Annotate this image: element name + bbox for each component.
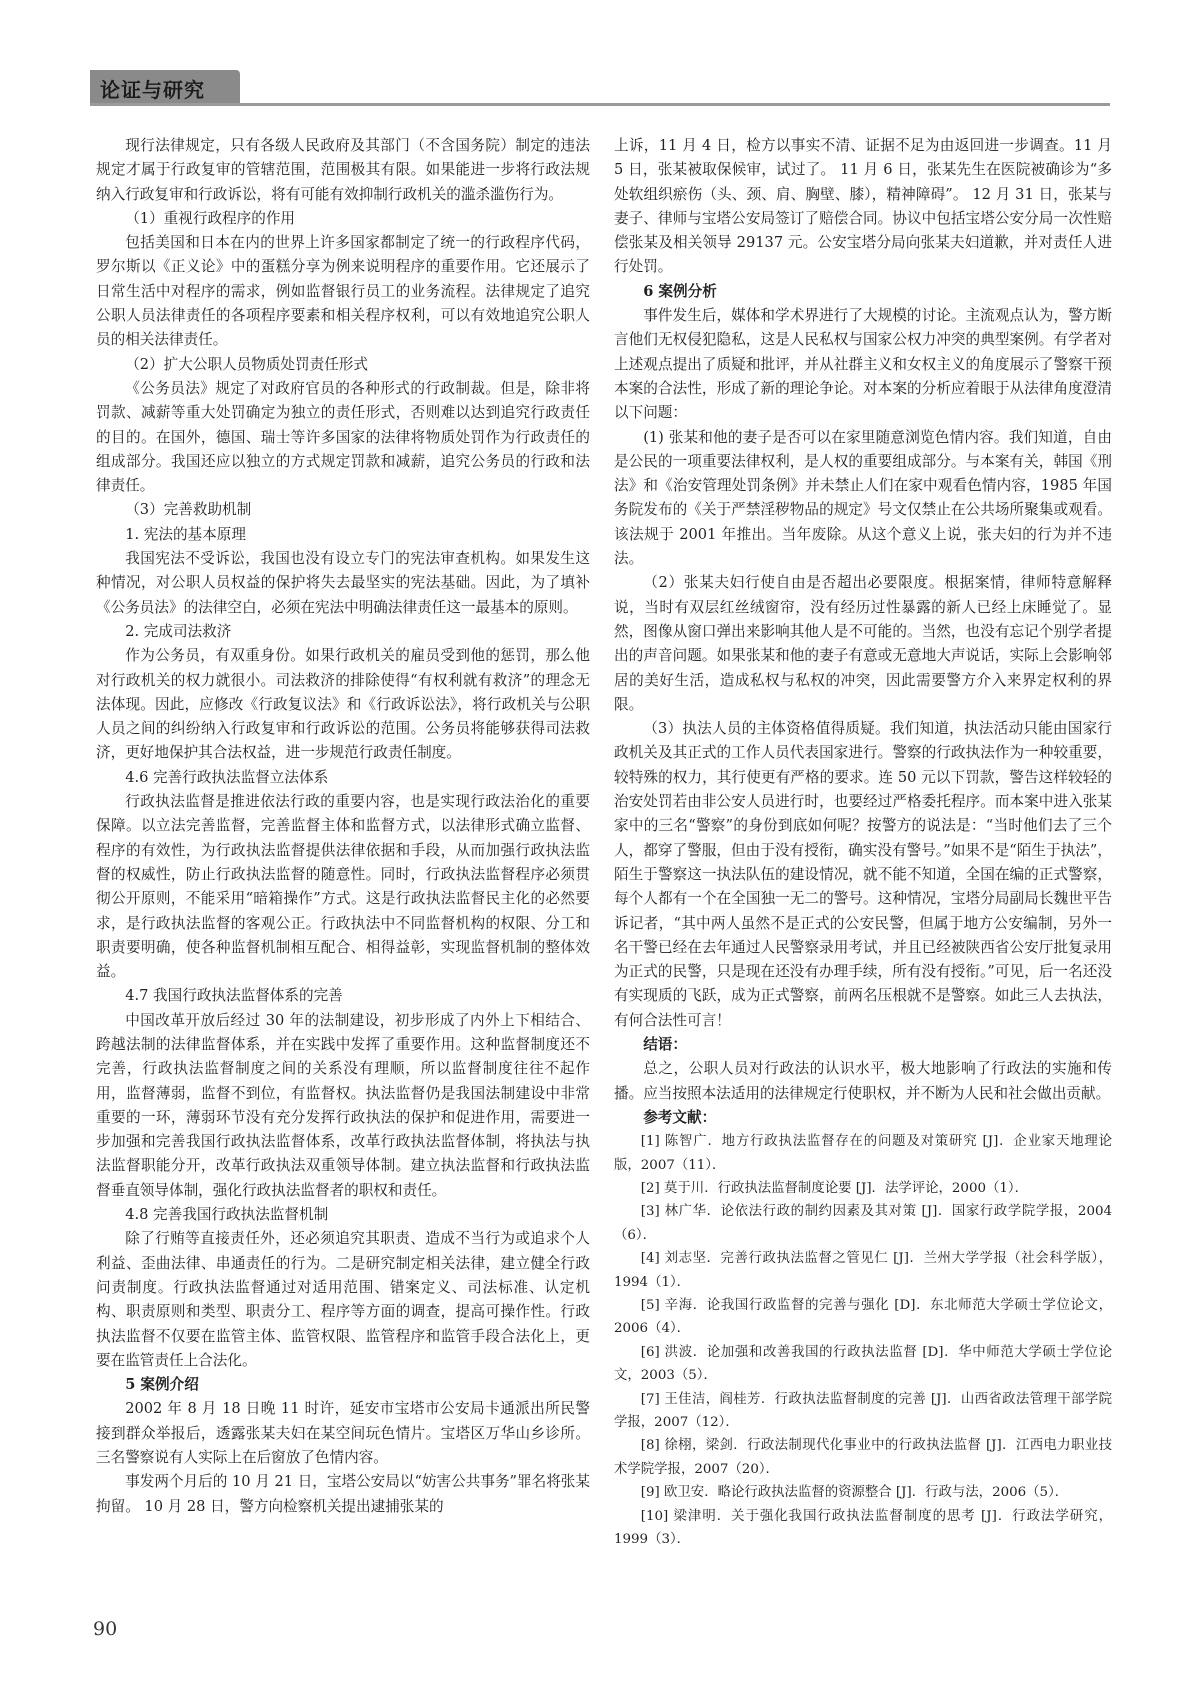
section-title: 论证与研究 xyxy=(100,78,205,102)
paragraph: 作为公务员，有双重身份。如果行政机关的雇员受到他的惩罚，那么他对行政机关的权力就很小。司法救济的排除使得“有权利就有救济”的理念无法体现。因此，应修改《行政复议法》和《行政诉讼法》，将行政机关与公职人员之间的纠纷纳入行政复审和行政诉讼的范围。公务员将能够获得司法救济，更好地保护其合法权益，进一步规范行政责任制度。 xyxy=(96,647,590,762)
page-number: 90 xyxy=(93,1618,118,1640)
subheading: （1）重视行政程序的作用 xyxy=(125,209,296,227)
paragraph: 2002 年 8 月 18 日晚 11 时许，延安市宝塔市公安局卡通派出所民警接到群众举报后，透露张某夫妇在某空间玩色情片。宝塔区万华山乡诊所。三名警察说有人实际上在后窗放了色情内容。 xyxy=(96,1400,590,1467)
references-heading: 参考文献： xyxy=(643,1108,717,1126)
paragraph: （3）执法人员的主体资格值得质疑。我们知道，执法活动只能由国家行政机关及其正式的工作人员代表国家进行。警察的行政执法作为一种较重要，较特殊的权力，其行使更有严格的要求。连 50 元以下罚款，警告这样较轻的治安处罚若由非公安人员进行时，也要经过严格委托程序。而本案中进入张某家中的三名“警察”的身份到底如何呢？按警方的说法是：“当时他们去了三个人，都穿了警服，但由于没有授衔，确实没有警号。”如果不是“陌生于执法”，陌生于警察这一执法队伍的建设情况，就不能不知道，全国在编的正式警察，每个人都有一个在全国独一无二的警号。这种情况，宝塔分局副局长魏世平告诉记者，“其中两人虽然不是正式的公安民警，但属于地方公安编制，另外一名干警已经在去年通过人民警察录用考试，并且已经被陕西省公安厅批复录用为正式的民警，只是现在还没有办理手续，所有没有授衔。”可见，后一名还没有实现质的飞跃，成为正式警察，前两名压根就不是警察。如此三人去执法，有何合法性可言！ xyxy=(614,720,1112,1029)
subheading: 1. 宪法的基本原理 xyxy=(125,525,246,543)
paragraph: 事发两个月后的 10 月 21 日，宝塔公安局以“妨害公共事务”罪名将张某拘留。 10 月 28 日，警方向检察机关提出逮捕张某的 xyxy=(96,1473,590,1515)
paragraph: 《公务员法》规定了对政府官员的各种形式的行政制裁。但是，除非将罚款、减薪等重大处罚确定为独立的责任形式，否则难以达到追究行政责任的目的。在国外，德国、瑞士等许多国家的法律将物质处罚作为行政责任的组成部分。我国还应以独立的方式规定罚款和减薪，追究公务员的行政和法律责任。 xyxy=(96,379,590,495)
paragraph: 总之，公职人员对行政法的认识水平，极大地影响了行政法的实施和传播。应当按照本法适用的法律规定行使职权，并不断为人民和社会做出贡献。 xyxy=(614,1060,1112,1102)
section-heading-4-6: 4.6 完善行政执法监督立法体系 xyxy=(125,768,329,786)
reference-item: [1] 陈智广．地方行政执法监督存在的问题及对策研究 [J]．企业家天地理论版，2007（11）． xyxy=(614,1134,1112,1173)
section-tab xyxy=(90,70,240,104)
right-column xyxy=(614,134,1112,1551)
reference-item: [4] 刘志坚．完善行政执法监督之管见仁 [J]．兰州大学学报（社会科学版），1994（1）． xyxy=(614,1251,1112,1290)
reference-item: [10] 梁津明．关于强化我国行政执法监督制度的思考 [J]．行政法学研究，1999（3）． xyxy=(614,1508,1112,1548)
reference-item: [6] 洪波．论加强和改善我国的行政执法监督 [D]．华中师范大学硕士学位论文，2003（5）． xyxy=(614,1344,1112,1384)
paragraph: 除了行贿等直接责任外，还必须追究其职责、造成不当行为或追求个人利益、歪曲法律、串通责任的行为。二是研究制定相关法律，建立健全行政问责制度。行政执法监督通过对适用范围、错案定义、司法标准、认定机构、职责原则和类型、职责分工、程序等方面的调查，提高可操作性。行政执法监督不仅要在监管主体、监管权限、监管程序和监管手段合法化上，更要在监管责任上合法化。 xyxy=(96,1230,590,1369)
subheading: （3）完善救助机制 xyxy=(125,501,252,519)
subheading: 2. 完成司法救济 xyxy=(125,622,232,640)
conclusion-heading: 结语： xyxy=(643,1035,687,1053)
section-heading-5: 5 案例介绍 xyxy=(125,1376,199,1394)
paragraph: 上诉，11 月 4 日，检方以事实不清、证据不足为由返回进一步调查。11 月 5 日，张某被取保候审，试过了。 11 月 6 日，张某先生在医院被确诊为“多处软组织瘀伤（头、颈、肩、胸壁、膝），精神障碍”。 12 月 31 日，张某与妻子、律师与宝塔公安局签订了赔偿合同。协议中包括宝塔公安分局一次性赔偿张某及相关领导 29137 元。公安宝塔分局向张某夫妇道歉，并对责任人进行处罚。 xyxy=(614,137,1112,276)
reference-item: [3] 林广华．论依法行政的制约因素及其对策 [J]．国家行政学院学报，2004（6）． xyxy=(614,1204,1112,1243)
reference-item: [8] 徐栩，梁剑．行政法制现代化事业中的行政执法监督 [J]．江西电力职业技术学院学报，2007（20）． xyxy=(614,1438,1112,1477)
header-rule xyxy=(90,103,1110,106)
section-heading-4-8: 4.8 完善我国行政执法监督机制 xyxy=(125,1206,329,1224)
paragraph: 我国宪法不受诉讼，我国也没有设立专门的宪法审查机构。如果发生这种情况，对公职人员权益的保护将失去最坚实的宪法基础。因此，为了填补《公务员法》的法律空白，必须在宪法中明确法律责任这一最基本的原则。 xyxy=(96,550,590,616)
section-heading-4-7: 4.7 我国行政执法监督体系的完善 xyxy=(125,987,343,1005)
paragraph: 中国改革开放后经过 30 年的法制建设，初步形成了内外上下相结合、跨越法制的法律监督体系，并在实践中发挥了重要作用。这种监督制度还不完善，行政执法监督制度之间的关系没有理顺，所以监督制度往往不起作用，监督薄弱，监督不到位，有监督权。执法监督仍是我国法制建设中非常重要的一环，薄弱环节没有充分发挥行政执法的保护和促进作用，需要进一步加强和完善我国行政执法监督体系，改革行政执法监督体制，将执法与执法监督职能分开，改革行政执法双重领导体制。建立执法监督和行政执法监督垂直领导体制，强化行政执法监督者的职权和责任。 xyxy=(96,1011,590,1199)
paragraph: 行政执法监督是推进依法行政的重要内容，也是实现行政法治化的重要保障。以立法完善监督，完善监督主体和监督方式，以法律形式确立监督、程序的有效性，为行政执法监督提供法律依据和手段，从而加强行政执法监督的权威性，防止行政执法监督的随意性。同时，行政执法监督程序必须贯彻公开原则，不能采用“暗箱操作”方式。这是行政执法监督民主化的必然要求，是行政执法监督的客观公正。行政执法中不同监督机构的权限、分工和职责要明确，使各种监督机制相互配合、相得益彰，实现监督机制的整体效益。 xyxy=(96,793,590,981)
reference-item: [9] 欧卫安．略论行政执法监督的资源整合 [J]．行政与法，2006（5）． xyxy=(640,1485,1069,1501)
section-heading-6: 6 案例分析 xyxy=(643,282,717,300)
left-column xyxy=(96,134,590,1519)
paragraph: 现行法律规定，只有各级人民政府及其部门（不含国务院）制定的违法规定才属于行政复审的管辖范围，范围极其有限。如果能进一步将行政法规纳入行政复审和行政诉讼，将有可能有效抑制行政机关的滥杀滥伤行为。 xyxy=(96,137,590,203)
subheading: （2）扩大公职人员物质处罚责任形式 xyxy=(125,355,368,373)
paragraph: 事件发生后，媒体和学术界进行了大规模的讨论。主流观点认为，警方断言他们无权侵犯隐私，这是人民私权与国家公权力冲突的典型案例。有学者对上述观点提出了质疑和批评，并从社群主义和女权主义的角度展示了警察干预本案的合法性，形成了新的理论争论。对本案的分析应着眼于从法律角度澄清以下问题： xyxy=(614,307,1112,422)
paragraph: (1) 张某和他的妻子是否可以在家里随意浏览色情内容。我们知道，自由是公民的一项重要法律权利，是人权的重要组成部分。与本案有关，韩国《刑法》和《治安管理处罚条例》并未禁止人们在家中观看色情内容，1985 年国务院发布的《关于严禁淫秽物品的规定》号文仅禁止在公共场所聚集或观看。该法规于 2001 年推出。当年废除。从这个意义上说，张夫妇的行为并不违法。 xyxy=(614,428,1112,568)
reference-list xyxy=(614,1130,1112,1551)
reference-item: [5] 辛海．论我国行政监督的完善与强化 [D]．东北师范大学硕士学位论文，2006（4）． xyxy=(614,1298,1112,1337)
paragraph: 包括美国和日本在内的世界上许多国家都制定了统一的行政程序代码，罗尔斯以《正义论》中的蛋糕分享为例来说明程序的重要作用。它还展示了日常生活中对程序的需求，例如监督银行员工的业务流程。法律规定了追究公职人员法律责任的各项程序要素和相关程序权利，可以有效地追究公职人员的相关法律责任。 xyxy=(96,234,590,349)
page-header xyxy=(90,70,1110,104)
paragraph: （2）张某夫妇行使自由是否超出必要限度。根据案情，律师特意解释说，当时有双层红丝绒窗帘，没有经历过性暴露的新人已经上床睡觉了。显然，图像从窗口弹出来影响其他人是不可能的。当然，也没有忘记个别学者提出的声音问题。如果张某和他的妻子有意或无意地大声说话，实际上会影响邻居的美好生活，造成私权与私权的冲突，因此需要警方介入来界定权利的界限。 xyxy=(614,574,1112,713)
reference-item: [7] 王佳洁，阎桂芳．行政执法监督制度的完善 [J]．山西省政法管理干部学院学报，2007（12）． xyxy=(614,1391,1112,1431)
reference-item: [2] 莫于川．行政执法监督制度论要 [J]．法学评论，2000（1）． xyxy=(640,1180,1028,1196)
